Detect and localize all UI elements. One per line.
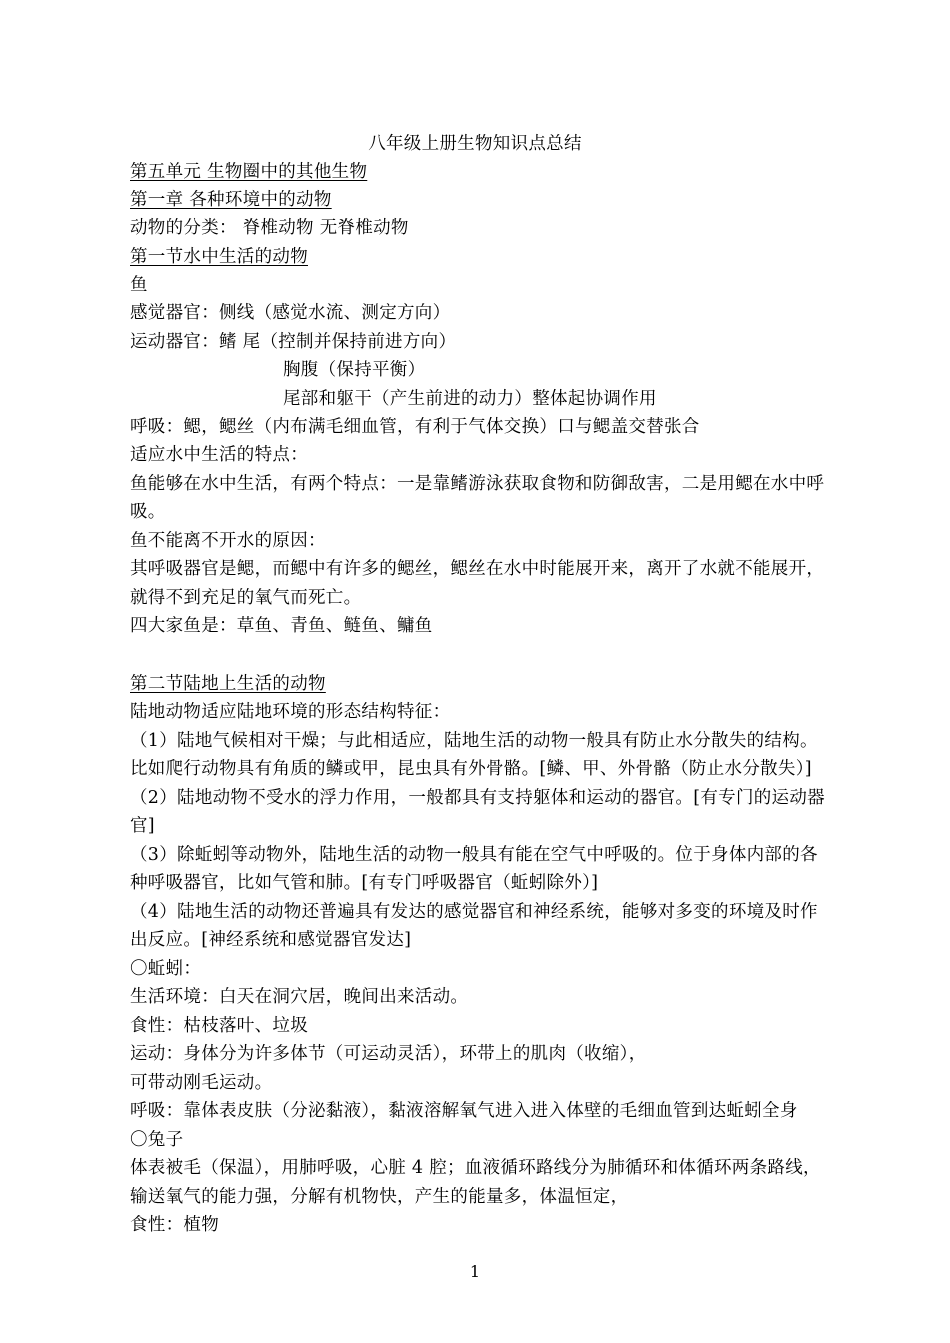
point-1-line-1: （1）陆地气候相对干燥；与此相适应，陆地生活的动物一般具有防止水分散失的结构。: [130, 731, 818, 751]
reason-text-1: 其呼吸器官是鳃，而鳃中有许多的鳃丝，鳃丝在水中时能展开来，离开了水就不能展开，: [130, 559, 825, 579]
earthworm-breathing: 呼吸：靠体表皮肤（分泌黏液），黏液溶解氧气进入进入体壁的毛细血管到达蚯蚓全身: [130, 1101, 798, 1121]
section-2-heading: 第二节陆地上生活的动物: [130, 674, 326, 694]
rabbit-food: 食性：植物: [130, 1215, 219, 1235]
classification-line: 动物的分类： 脊椎动物 无脊椎动物: [130, 218, 409, 238]
point-3-line-2: 种呼吸器官，比如气管和肺。[有专门呼吸器官（蚯蚓除外）]: [130, 873, 599, 893]
reason-text-2: 就得不到充足的氧气而死亡。: [130, 588, 362, 608]
section-1-heading: 第一节水中生活的动物: [130, 247, 308, 267]
document-title: 八年级上册生物知识点总结: [368, 134, 582, 154]
point-4-line-1: （4）陆地生活的动物还普遍具有发达的感觉器官和神经系统，能够对多变的环境及时作: [130, 902, 818, 922]
reason-title: 鱼不能离不开水的原因：: [130, 531, 326, 551]
four-fish-line: 四大家鱼是：草鱼、青鱼、鲢鱼、鳙鱼: [130, 616, 433, 636]
point-1-line-2: 比如爬行动物具有角质的鳞或甲，昆虫具有外骨骼。[鳞、甲、外骨骼（防止水分散失）]: [130, 759, 812, 779]
chapter-heading: 第一章 各种环境中的动物: [130, 190, 332, 210]
point-4-line-2: 出反应。[神经系统和感觉器官发达]: [130, 930, 412, 950]
earthworm-food: 食性：枯枝落叶、垃圾: [130, 1016, 308, 1036]
earthworm-heading: 〇蚯蚓：: [130, 959, 202, 979]
earthworm-environment: 生活环境：白天在洞穴居，晚间出来活动。: [130, 987, 469, 1007]
fish-label: 鱼: [130, 275, 148, 295]
breathing-line: 呼吸：鳃，鳃丝（内布满毛细血管，有利于气体交换）口与鳃盖交替张合: [130, 417, 700, 437]
adapt-text-2: 吸。: [130, 502, 166, 522]
section-2-intro: 陆地动物适应陆地环境的形态结构特征：: [130, 702, 451, 722]
motion-tail-line: 尾部和躯干（产生前进的动力）整体起协调作用: [283, 389, 657, 409]
motion-chest-line: 胸腹（保持平衡）: [283, 360, 426, 380]
point-2-line-1: （2）陆地动物不受水的浮力作用，一般都具有支持躯体和运动的器官。[有专门的运动器: [130, 788, 825, 808]
point-3-line-1: （3）除蚯蚓等动物外，陆地生活的动物一般具有能在空气中呼吸的。位于身体内部的各: [130, 845, 818, 865]
earthworm-movement-1: 运动：身体分为许多体节（可运动灵活），环带上的肌肉（收缩），: [130, 1044, 647, 1064]
adapt-text-1: 鱼能够在水中生活，有两个特点：一是靠鳍游泳获取食物和防御敌害，二是用鳃在水中呼: [130, 474, 825, 494]
sense-organ-line: 感觉器官：侧线（感觉水流、测定方向）: [130, 303, 451, 323]
unit-heading: 第五单元 生物圈中的其他生物: [130, 162, 368, 182]
rabbit-line-1: 体表被毛（保温），用肺呼吸，心脏 4 腔；血液循环路线分为肺循环和体循环两条路线，: [130, 1158, 821, 1178]
page-number: 1: [469, 1262, 481, 1281]
point-2-line-2: 官]: [130, 816, 155, 836]
earthworm-movement-2: 可带动刚毛运动。: [130, 1073, 273, 1093]
motion-organ-line: 运动器官：鳍 尾（控制并保持前进方向）: [130, 332, 457, 352]
rabbit-line-2: 输送氧气的能力强，分解有机物快，产生的能量多，体温恒定，: [130, 1187, 629, 1207]
rabbit-heading: 〇兔子: [130, 1130, 184, 1150]
adapt-title: 适应水中生活的特点：: [130, 445, 308, 465]
